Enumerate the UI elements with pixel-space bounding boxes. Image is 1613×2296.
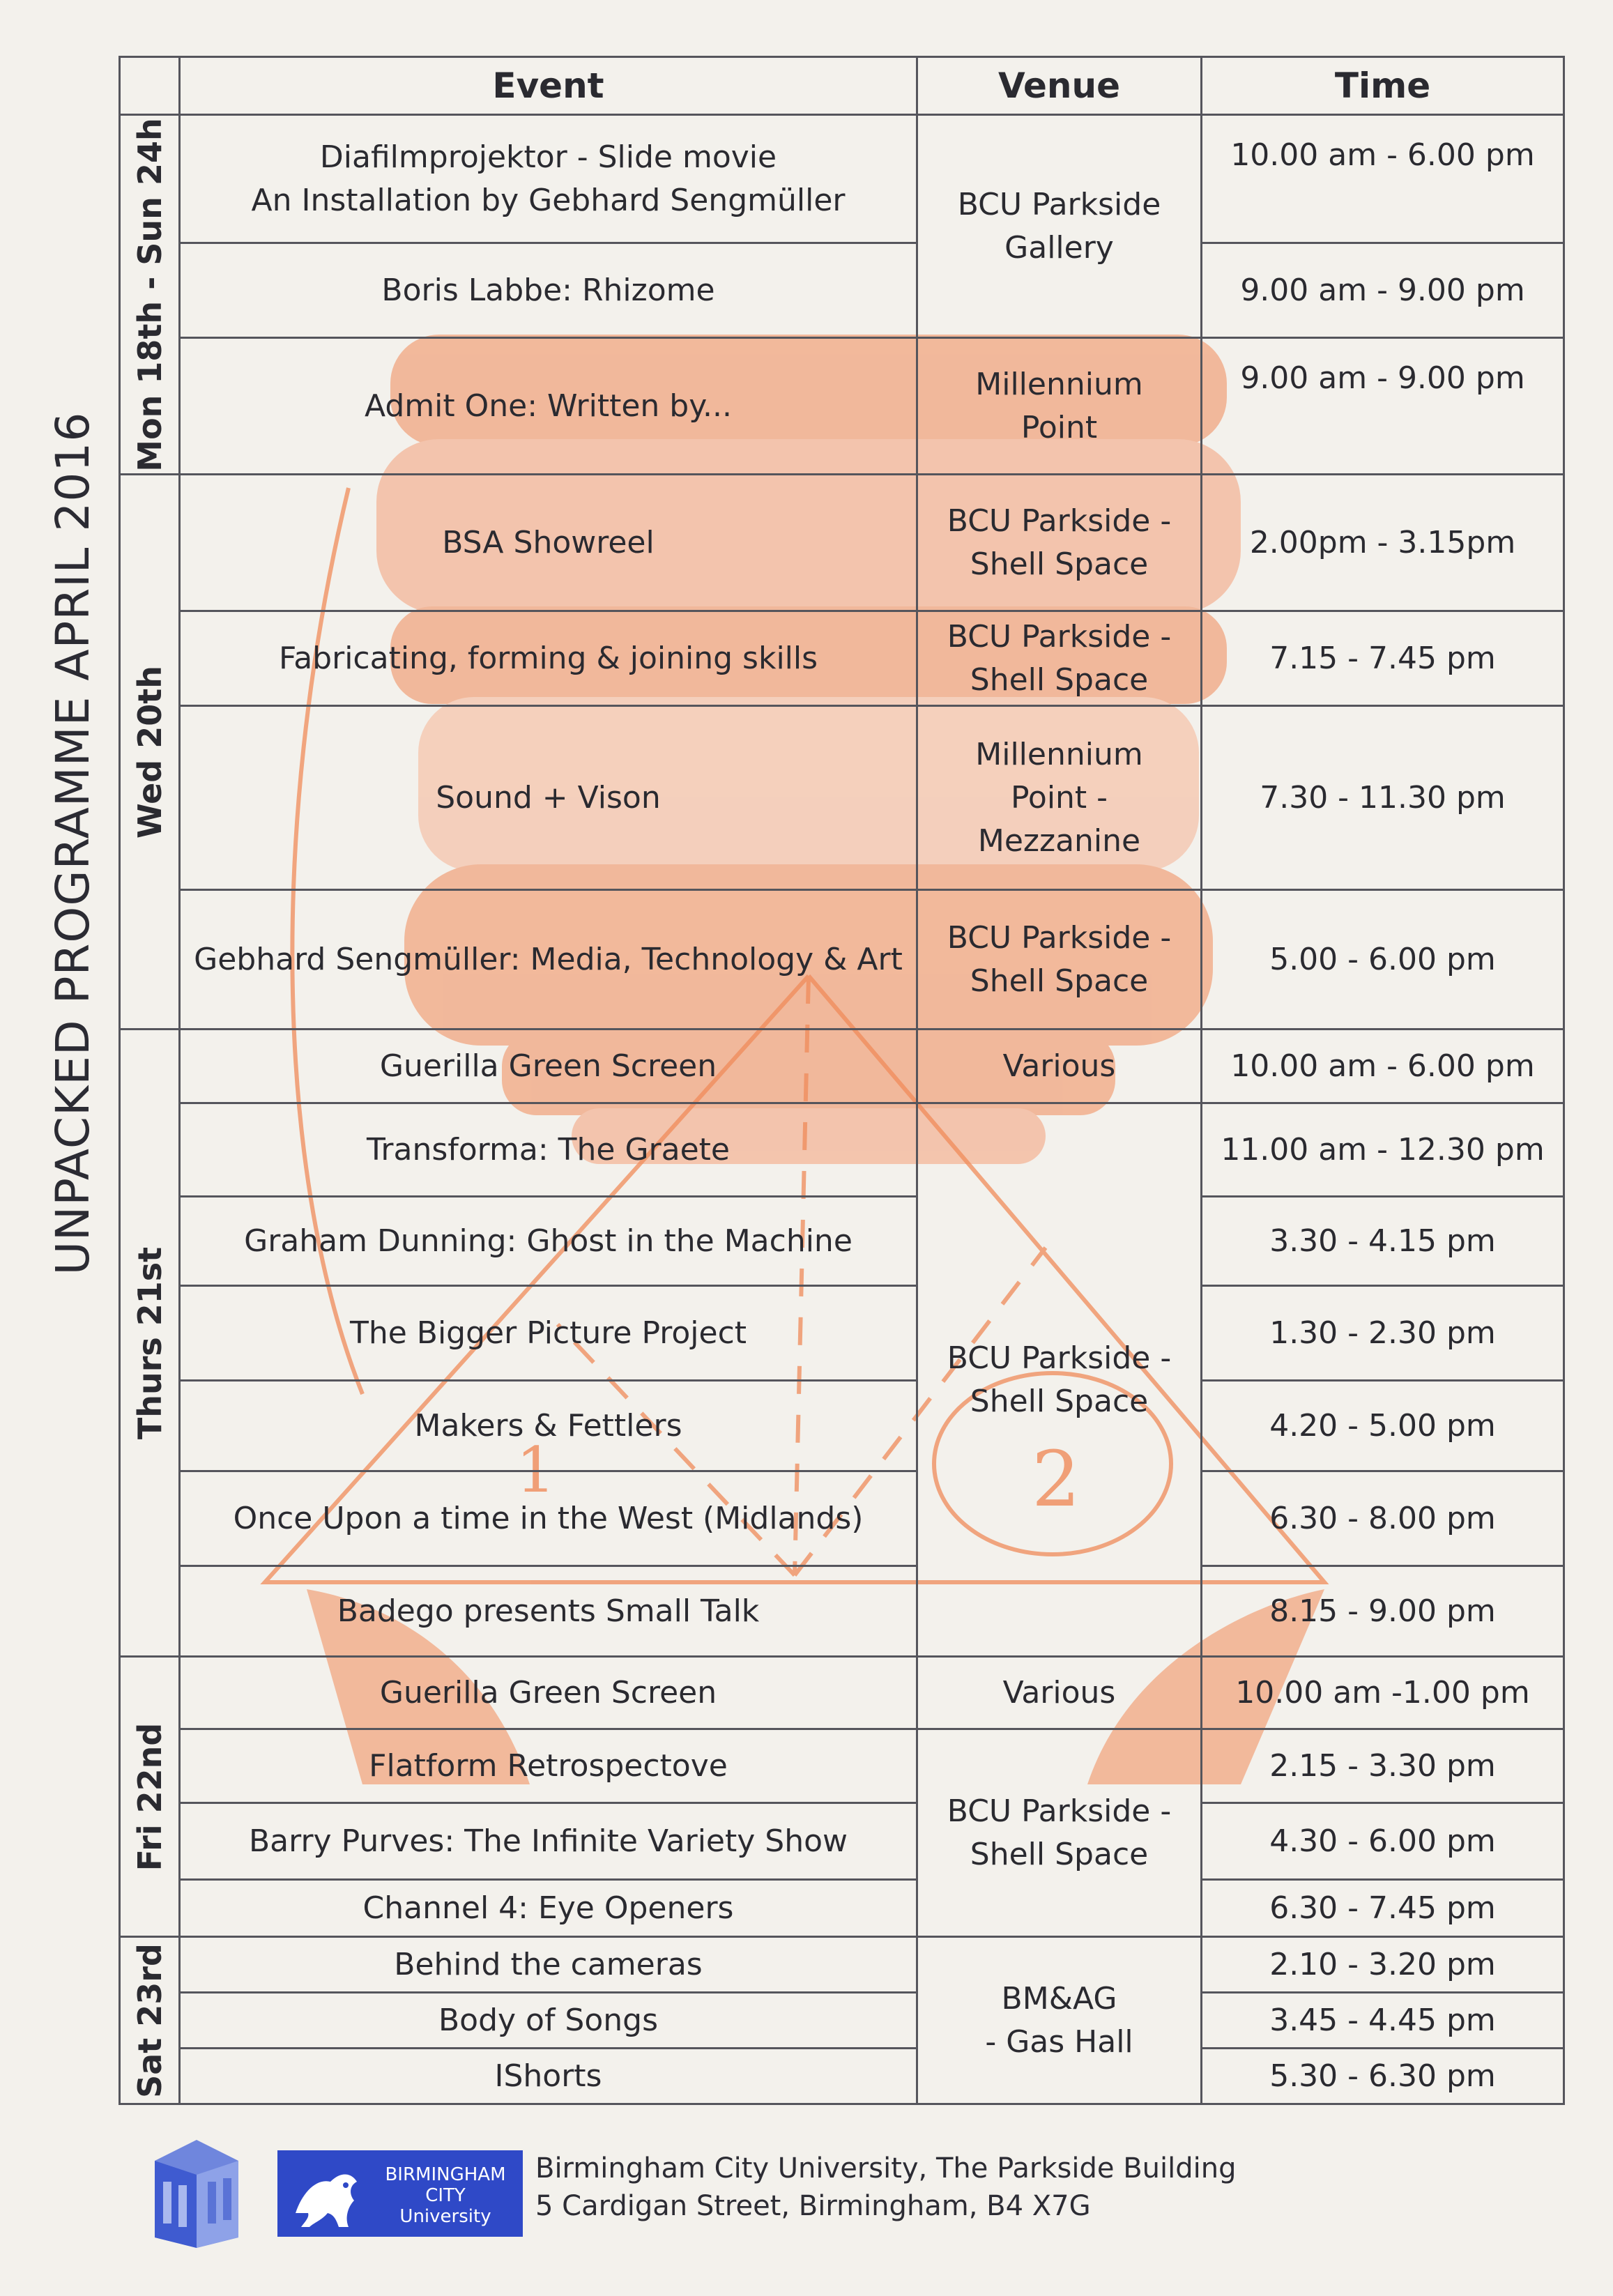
event-cell: Barry Purves: The Infinite Variety Show xyxy=(180,1803,917,1880)
address-line-1: Birmingham City University, The Parkside Building xyxy=(535,2152,1237,2184)
event-cell: Transforma: The Graete xyxy=(180,1103,917,1197)
day-cell xyxy=(120,1657,180,1937)
table-row xyxy=(120,1880,1564,1937)
time-cell: 7.30 - 11.30 pm xyxy=(1202,706,1564,890)
time-cell: 5.30 - 6.30 pm xyxy=(1202,2049,1564,2104)
day-label: Thurs 21st xyxy=(130,1246,169,1439)
day-label: Mon 18th - Sun 24h xyxy=(130,117,169,472)
schedule-table xyxy=(119,56,1565,2105)
day-cell xyxy=(120,475,180,1030)
time-cell: 4.30 - 6.00 pm xyxy=(1202,1803,1564,1880)
time-cell: 6.30 - 8.00 pm xyxy=(1202,1471,1564,1566)
event-cell: Gebhard Sengmüller: Media, Technology & Art xyxy=(180,890,917,1030)
event-cell: Body of Songs xyxy=(180,1993,917,2049)
time-cell: 10.00 am - 6.00 pm xyxy=(1202,115,1564,243)
day-label: Fri 22nd xyxy=(130,1722,169,1871)
event-cell: BSA Showreel xyxy=(180,475,917,611)
event-cell: Makers & Fettlers xyxy=(180,1381,917,1471)
day-label: Wed 20th xyxy=(130,665,169,839)
time-cell: 3.30 - 4.15 pm xyxy=(1202,1197,1564,1286)
bcu-logo xyxy=(277,2150,523,2237)
table-row xyxy=(120,1103,1564,1197)
address-line-2: 5 Cardigan Street, Birmingham, B4 X7G xyxy=(535,2190,1091,2222)
time-cell: 4.20 - 5.00 pm xyxy=(1202,1381,1564,1471)
venue-cell: BCU Parkside - Shell Space xyxy=(917,890,1202,1030)
event-cell: IShorts xyxy=(180,2049,917,2104)
table-row xyxy=(120,1993,1564,2049)
venue-address xyxy=(535,2150,1236,2225)
time-cell: 1.30 - 2.30 pm xyxy=(1202,1286,1564,1381)
table-row xyxy=(120,1657,1564,1729)
time-cell: 2.00pm - 3.15pm xyxy=(1202,475,1564,611)
table-row xyxy=(120,1937,1564,1993)
time-cell: 8.15 - 9.00 pm xyxy=(1202,1566,1564,1657)
venue-cell: BCU Parkside - Shell Space xyxy=(917,1103,1202,1657)
event-cell: Guerilla Green Screen xyxy=(180,1030,917,1103)
table-row xyxy=(120,611,1564,706)
day-cell xyxy=(120,1030,180,1657)
day-cell xyxy=(120,115,180,475)
time-header: Time xyxy=(1202,57,1564,115)
venue-cell: BM&AG - Gas Hall xyxy=(917,1937,1202,2104)
time-cell: 10.00 am - 6.00 pm xyxy=(1202,1030,1564,1103)
venue-cell: BCU Parkside - Shell Space xyxy=(917,475,1202,611)
svg-text:1: 1 xyxy=(516,1434,556,1507)
time-cell: 6.30 - 7.45 pm xyxy=(1202,1880,1564,1937)
table-row xyxy=(120,115,1564,243)
table-row xyxy=(120,2049,1564,2104)
venue-cell: BCU Parkside - Shell Space xyxy=(917,611,1202,706)
event-cell: Admit One: Written by... xyxy=(180,338,917,475)
event-cell: Sound + Vison xyxy=(180,706,917,890)
event-cell: Flatform Retrospectove xyxy=(180,1729,917,1803)
programme-title: UNPACKED PROGRAMME APRIL 2016 xyxy=(46,411,100,1276)
time-cell: 5.00 - 6.00 pm xyxy=(1202,890,1564,1030)
event-cell: Diafilmprojektor - Slide movie An Installation by Gebhard Sengmüller xyxy=(180,115,917,243)
venue-cell: Various xyxy=(917,1030,1202,1103)
event-cell: The Bigger Picture Project xyxy=(180,1286,917,1381)
table-row xyxy=(120,1803,1564,1880)
time-cell: 3.45 - 4.45 pm xyxy=(1202,1993,1564,2049)
table-row xyxy=(120,475,1564,611)
venue-cell: BCU Parkside Gallery xyxy=(917,115,1202,338)
event-cell: Fabricating, forming & joining skills xyxy=(180,611,917,706)
event-header: Event xyxy=(180,57,917,115)
time-cell: 11.00 am - 12.30 pm xyxy=(1202,1103,1564,1197)
day-cell xyxy=(120,1937,180,2104)
time-cell: 10.00 am -1.00 pm xyxy=(1202,1657,1564,1729)
table-row xyxy=(120,706,1564,890)
venue-cell: BCU Parkside - Shell Space xyxy=(917,1729,1202,1937)
time-cell: 2.15 - 3.30 pm xyxy=(1202,1729,1564,1803)
event-cell: Behind the cameras xyxy=(180,1937,917,1993)
event-cell: Boris Labbe: Rhizome xyxy=(180,243,917,338)
table-row xyxy=(120,1197,1564,1286)
building-logo-icon xyxy=(148,2133,245,2251)
time-cell: 9.00 am - 9.00 pm xyxy=(1202,338,1564,475)
venue-cell: Millennium Point xyxy=(917,338,1202,475)
day-label: Sat 23rd xyxy=(130,1943,169,2098)
table-row xyxy=(120,1729,1564,1803)
table-row xyxy=(120,338,1564,475)
time-cell: 2.10 - 3.20 pm xyxy=(1202,1937,1564,1993)
header-row xyxy=(120,57,1564,115)
event-cell: Once Upon a time in the West (Midlands) xyxy=(180,1471,917,1566)
venue-cell: Various xyxy=(917,1657,1202,1729)
event-cell: Graham Dunning: Ghost in the Machine xyxy=(180,1197,917,1286)
svg-text:2: 2 xyxy=(1032,1434,1080,1524)
lion-crest-icon xyxy=(282,2150,372,2237)
table-row xyxy=(120,1286,1564,1381)
bcu-name: BIRMINGHAM CITY University xyxy=(385,2164,506,2227)
table-row xyxy=(120,1030,1564,1103)
corner-cell xyxy=(120,57,180,115)
event-cell: Guerilla Green Screen xyxy=(180,1657,917,1729)
table-row xyxy=(120,890,1564,1030)
venue-header: Venue xyxy=(917,57,1202,115)
event-cell: Badego presents Small Talk xyxy=(180,1566,917,1657)
venue-cell: Millennium Point - Mezzanine xyxy=(917,706,1202,890)
table-row xyxy=(120,1566,1564,1657)
table-row xyxy=(120,243,1564,338)
event-cell: Channel 4: Eye Openers xyxy=(180,1880,917,1937)
time-cell: 9.00 am - 9.00 pm xyxy=(1202,243,1564,338)
table-row xyxy=(120,1471,1564,1566)
table-row xyxy=(120,1381,1564,1471)
time-cell: 7.15 - 7.45 pm xyxy=(1202,611,1564,706)
